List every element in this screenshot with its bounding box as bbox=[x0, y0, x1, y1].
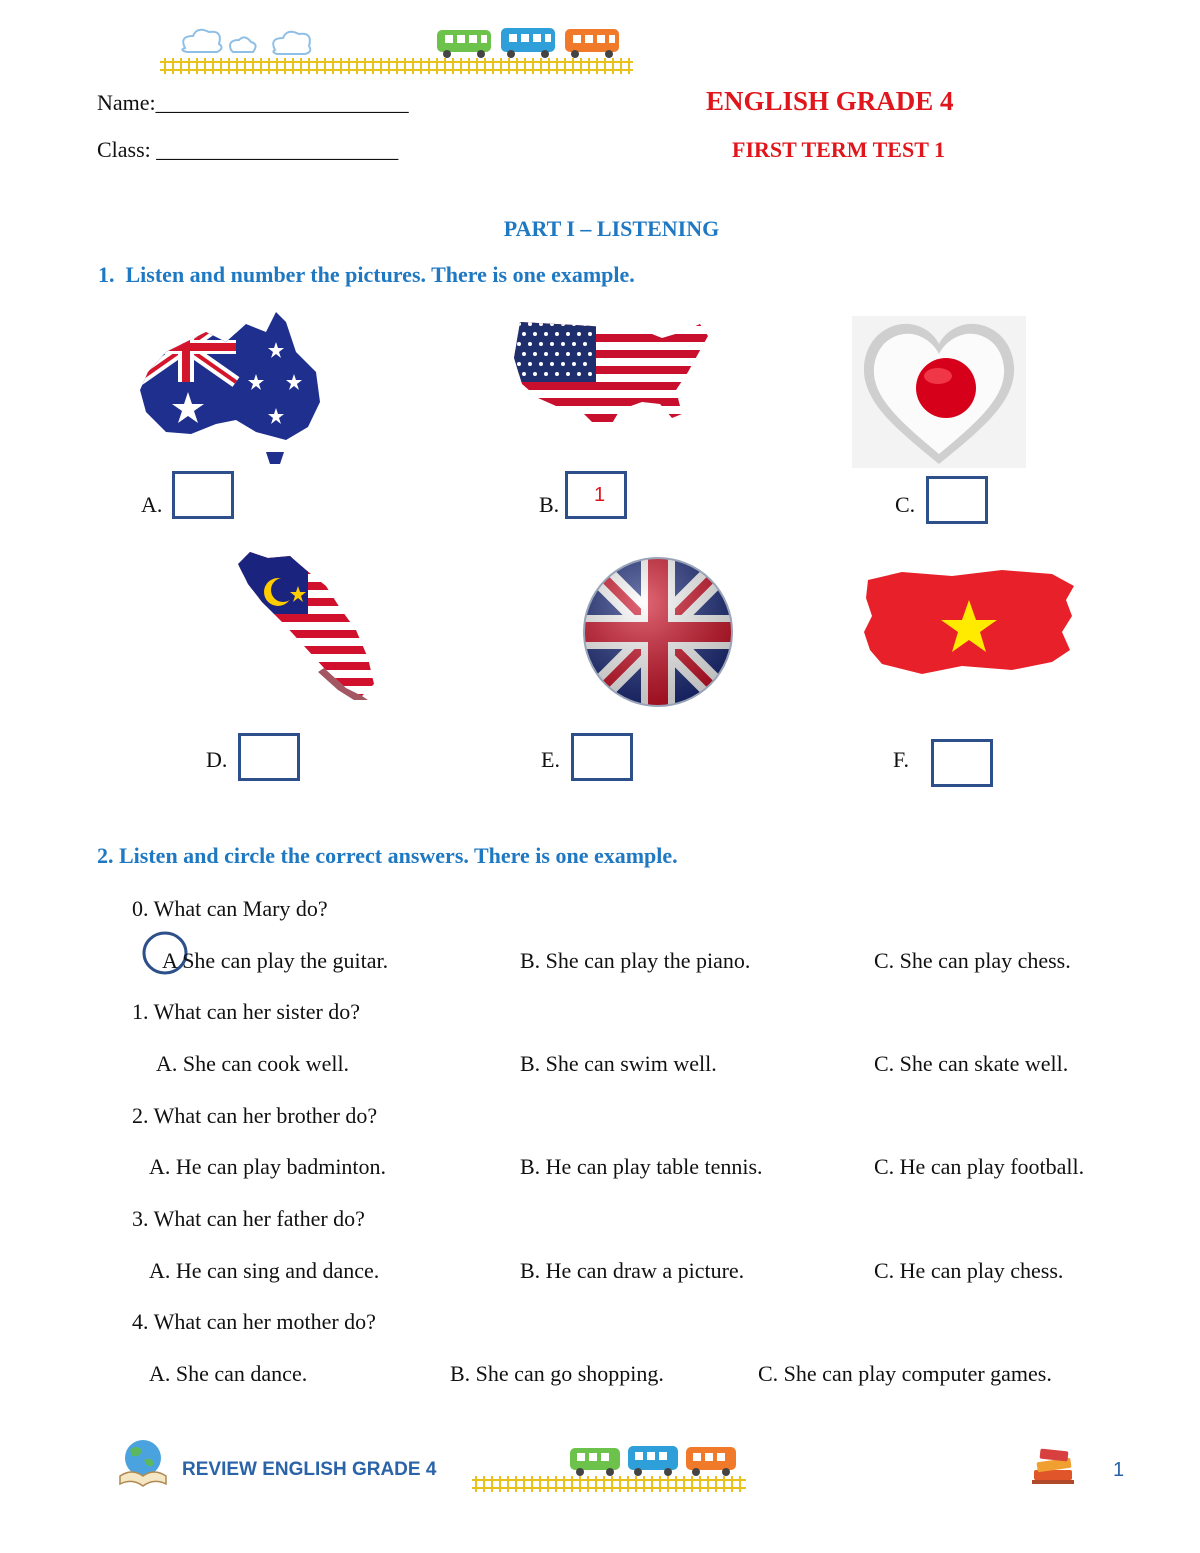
name-field bbox=[97, 90, 409, 116]
vietnam-flag-brush-icon bbox=[862, 566, 1076, 676]
question-4-option-c[interactable]: C. She can play computer games. bbox=[758, 1361, 1052, 1386]
test-title: ENGLISH GRADE 4 bbox=[706, 86, 954, 116]
option-a-text: She can play the guitar. bbox=[182, 948, 389, 973]
option-letter-b: B. bbox=[539, 492, 560, 517]
question-1-option-a[interactable]: A. She can cook well. bbox=[156, 1051, 350, 1076]
union-jack-canton bbox=[136, 312, 236, 382]
option-letter-c: C. bbox=[895, 492, 916, 517]
answer-box-b[interactable] bbox=[565, 471, 627, 519]
footer-train-decoration bbox=[466, 1444, 750, 1496]
question-2-option-b[interactable]: B. He can play table tennis. bbox=[520, 1154, 763, 1179]
question-3-option-b[interactable]: B. He can draw a picture. bbox=[520, 1258, 745, 1283]
question-1-option-b[interactable]: B. She can swim well. bbox=[520, 1051, 717, 1076]
cloud-icon bbox=[182, 30, 310, 54]
option-a-letter: A bbox=[162, 948, 177, 973]
answer-box-e[interactable] bbox=[571, 733, 633, 781]
class-label: Class: bbox=[97, 137, 151, 162]
japan-flag-heart-icon bbox=[852, 316, 1026, 468]
question-2-option-a[interactable]: A. He can play badminton. bbox=[149, 1154, 387, 1179]
question-0: 0. What can Mary do? bbox=[132, 896, 328, 921]
example-answer: 1 bbox=[594, 484, 606, 506]
question-2-option-c[interactable]: C. He can play football. bbox=[874, 1154, 1085, 1179]
footer-title: REVIEW ENGLISH GRADE 4 bbox=[182, 1459, 437, 1480]
option-letter-f: F. bbox=[893, 747, 909, 772]
question-1-option-c[interactable]: C. She can skate well. bbox=[874, 1051, 1069, 1076]
option-letter-e: E. bbox=[541, 747, 560, 772]
malaysia-flag-map-icon bbox=[228, 550, 378, 700]
question-0-option-c[interactable]: C. She can play chess. bbox=[874, 948, 1071, 973]
train-icon bbox=[437, 28, 619, 58]
question-1: 1. What can her sister do? bbox=[132, 999, 361, 1024]
question-0-option-b[interactable]: B. She can play the piano. bbox=[520, 948, 751, 973]
usa-flag-map-icon bbox=[512, 318, 712, 440]
option-letter-d: D. bbox=[206, 747, 228, 772]
footer-train-icon bbox=[570, 1446, 736, 1476]
part-title: PART I – LISTENING bbox=[503, 216, 720, 241]
rail-sleepers bbox=[165, 58, 629, 74]
header-train-decoration bbox=[155, 20, 645, 80]
exercise2-instruction: 2. Listen and circle the correct answers. There is one example. bbox=[97, 843, 678, 868]
page-number: 1 bbox=[1113, 1459, 1125, 1481]
class-field bbox=[97, 137, 398, 163]
australia-flag-map-icon bbox=[136, 312, 322, 467]
exercise1-instruction bbox=[98, 262, 635, 288]
question-4-option-a[interactable]: A. She can dance. bbox=[149, 1361, 308, 1386]
exercise1-text: Listen and number the pictures. There is one example. bbox=[125, 262, 635, 287]
answer-box-a[interactable] bbox=[172, 471, 234, 519]
question-3-option-a[interactable]: A. He can sing and dance. bbox=[149, 1258, 380, 1283]
name-label: Name: bbox=[97, 90, 156, 115]
option-letter-a: A. bbox=[141, 492, 163, 517]
globe-book-icon bbox=[116, 1436, 170, 1488]
answer-box-d[interactable] bbox=[238, 733, 300, 781]
name-blank: _______________________ bbox=[155, 90, 409, 115]
exercise1-number: 1. bbox=[98, 262, 115, 287]
question-3: 3. What can her father do? bbox=[132, 1206, 365, 1231]
question-2: 2. What can her brother do? bbox=[132, 1103, 378, 1128]
answer-box-f[interactable] bbox=[931, 739, 993, 787]
test-subtitle: FIRST TERM TEST 1 bbox=[732, 137, 945, 162]
question-4-option-b[interactable]: B. She can go shopping. bbox=[450, 1361, 664, 1386]
question-3-option-c[interactable]: C. He can play chess. bbox=[874, 1258, 1064, 1283]
answer-box-c[interactable] bbox=[926, 476, 988, 524]
question-4: 4. What can her mother do? bbox=[132, 1309, 376, 1334]
uk-flag-button-icon bbox=[581, 555, 735, 709]
books-icon bbox=[1028, 1444, 1078, 1488]
class-blank: ______________________ bbox=[156, 137, 399, 162]
question-0-option-a[interactable] bbox=[162, 948, 388, 974]
